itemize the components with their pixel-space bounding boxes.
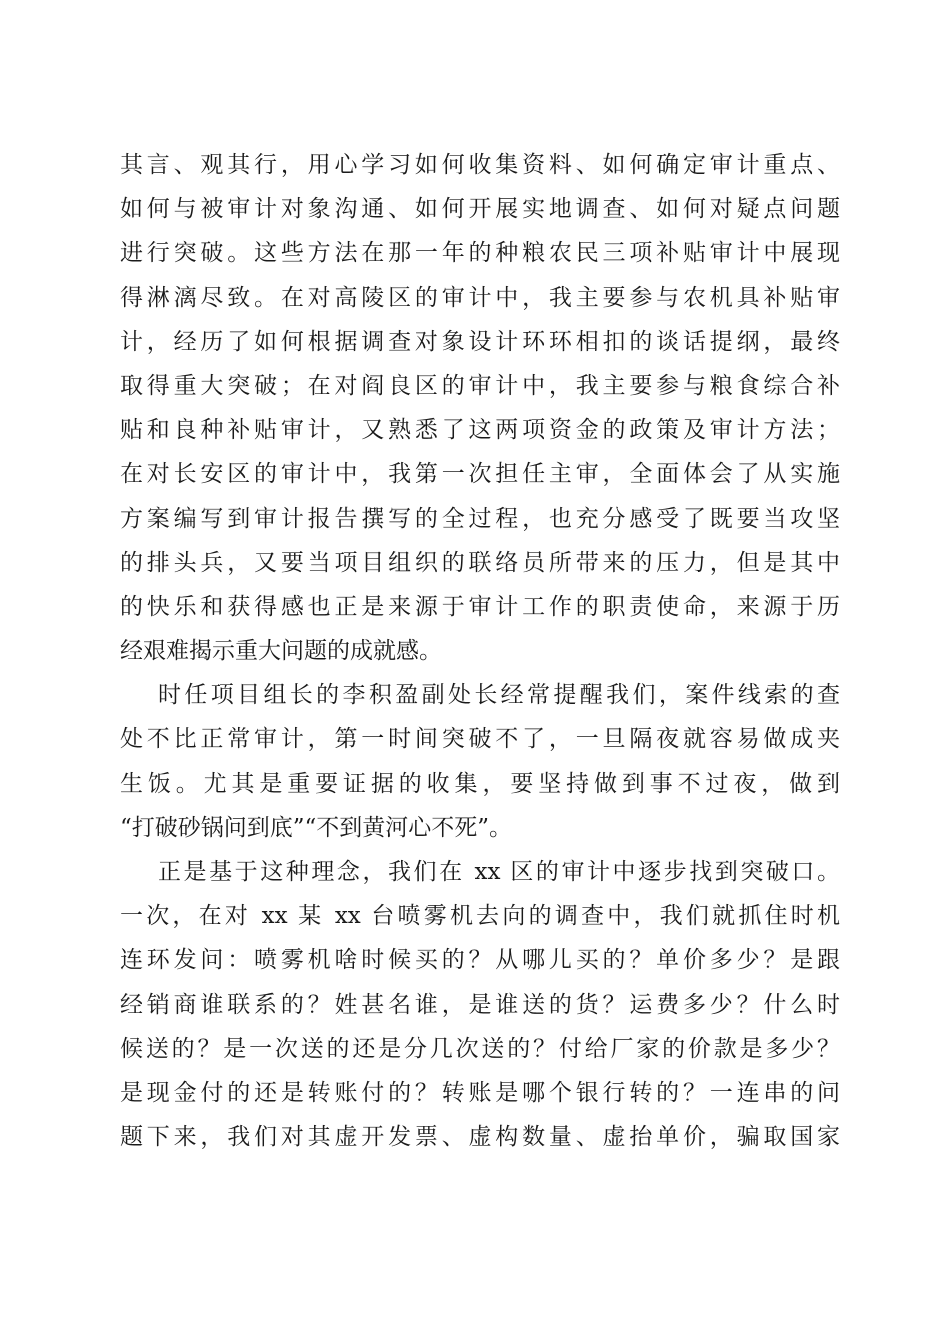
text-line: 的快乐和获得感也正是来源于审计工作的职责使命，来源于历 [120,593,840,620]
text-line: 贴和良种补贴审计，又熟悉了这两项资金的政策及审计方法； [120,417,840,444]
text-line: 处不比正常审计，第一时间突破不了，一旦隔夜就容易做成夹 [120,726,840,753]
text-line: 题下来，我们对其虚开发票、虚构数量、虚抬单价，骗取国家 [120,1124,840,1151]
text-line: 正是基于这种理念，我们在 xx 区的审计中逐步找到突破口。 [158,859,840,885]
text-line: 时任项目组长的李积盈副处长经常提醒我们，案件线索的查 [158,682,840,709]
text-line: 得淋漓尽致。在对高陵区的审计中，我主要参与农机具补贴审 [120,284,840,311]
paragraph-2 [120,673,840,850]
text-line: 如何与被审计对象沟通、如何开展实地调查、如何对疑点问题 [120,196,840,223]
paragraph-3 [120,850,840,1159]
text-line: 方案编写到审计报告撰写的全过程，也充分感受了既要当攻坚 [120,505,840,532]
text-line: 取得重大突破；在对阎良区的审计中，我主要参与粮食综合补 [120,372,840,399]
paragraph-1 [120,143,840,673]
text-line: 的排头兵，又要当项目组织的联络员所带来的压力，但是其中 [120,549,840,576]
text-line: 其言、观其行，用心学习如何收集资料、如何确定审计重点、 [120,152,840,178]
body-text [120,143,840,1159]
text-line: 计，经历了如何根据调查对象设计环环相扣的谈话提纲，最终 [120,328,840,355]
text-line: 进行突破。这些方法在那一年的种粮农民三项补贴审计中展现 [120,240,840,267]
text-line: 在对长安区的审计中，我第一次担任主审，全面体会了从实施 [120,461,840,488]
text-line: 经销商谁联系的？姓甚名谁，是谁送的货？运费多少？什么时 [120,991,840,1018]
text-line: 生饭。尤其是重要证据的收集，要坚持做到事不过夜，做到 [120,770,840,797]
text-line: 经艰难揭示重大问题的成就感。 [120,638,442,665]
text-line: “打破砂锅问到底”“不到黄河心不死”。 [120,814,513,841]
text-line: 连环发问：喷雾机啥时候买的？从哪儿买的？单价多少？是跟 [120,947,840,974]
text-line: 候送的？是一次送的还是分几次送的？付给厂家的价款是多少？ [120,1035,840,1062]
text-line: 是现金付的还是转账付的？转账是哪个银行转的？一连串的问 [120,1079,840,1106]
text-line: 一次，在对 xx 某 xx 台喷雾机去向的调查中，我们就抓住时机 [120,903,840,930]
